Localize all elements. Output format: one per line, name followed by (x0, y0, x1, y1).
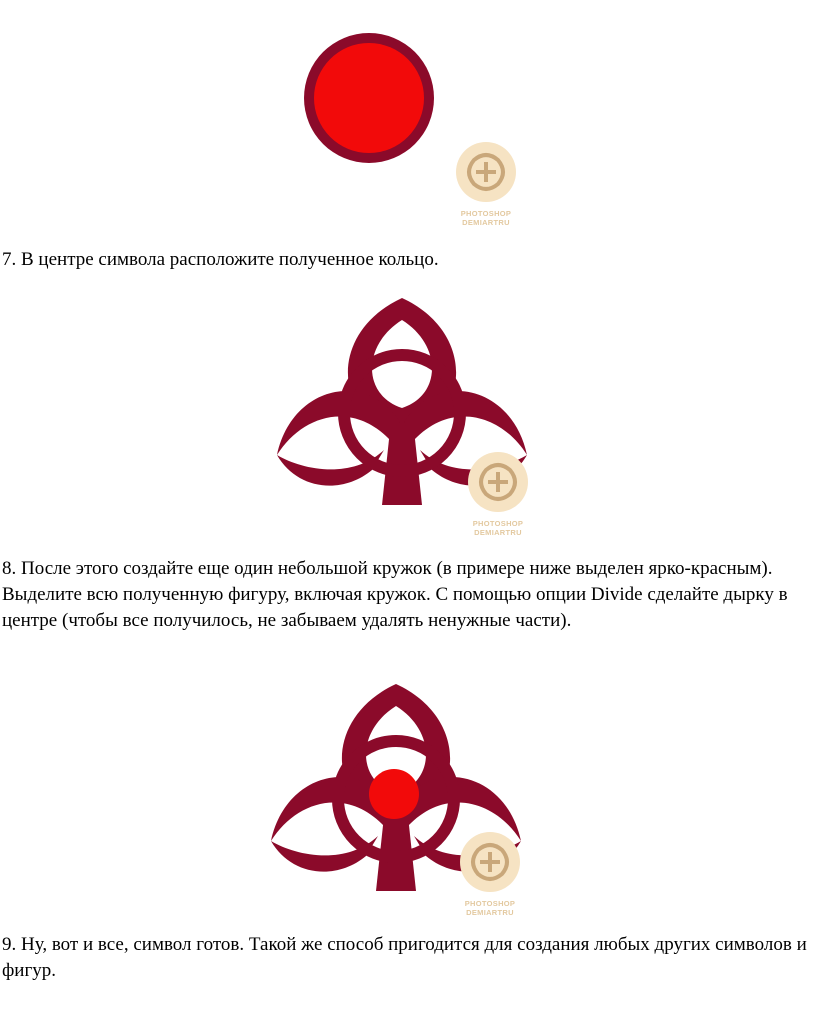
watermark-logo (466, 450, 530, 537)
watermark-logo (458, 830, 522, 917)
watermark-logo (454, 140, 518, 227)
ring-figure (300, 30, 440, 170)
step-9-text: 9. Ну, вот и все, символ готов. Такой же способ пригодится для создания любых других символов и фигур. (2, 934, 807, 981)
watermark-icon (458, 830, 522, 894)
red-center-circle (369, 769, 419, 819)
watermark-line2: DEMIARTRU (466, 908, 514, 917)
watermark-icon (454, 140, 518, 204)
watermark-line1: PHOTOSHOP (464, 899, 516, 908)
watermark-line1: PHOTOSHOP (472, 519, 524, 528)
step-8-text: 8. После этого создайте еще один небольшой кружок (в примере ниже выделен ярко-красным). Выделите всю полученную фигуру, включая кружок. С помощью опции Divide сделайте дырку в центре (чтобы все получилось, не забываем удалять ненужные части). (2, 558, 788, 631)
step-7-text: 7. В центре символа расположите полученное кольцо. (2, 249, 439, 270)
watermark-icon (466, 450, 530, 514)
watermark-line1: PHOTOSHOP (460, 209, 512, 218)
watermark-line2: DEMIARTRU (474, 528, 522, 537)
watermark-line2: DEMIARTRU (462, 218, 510, 227)
